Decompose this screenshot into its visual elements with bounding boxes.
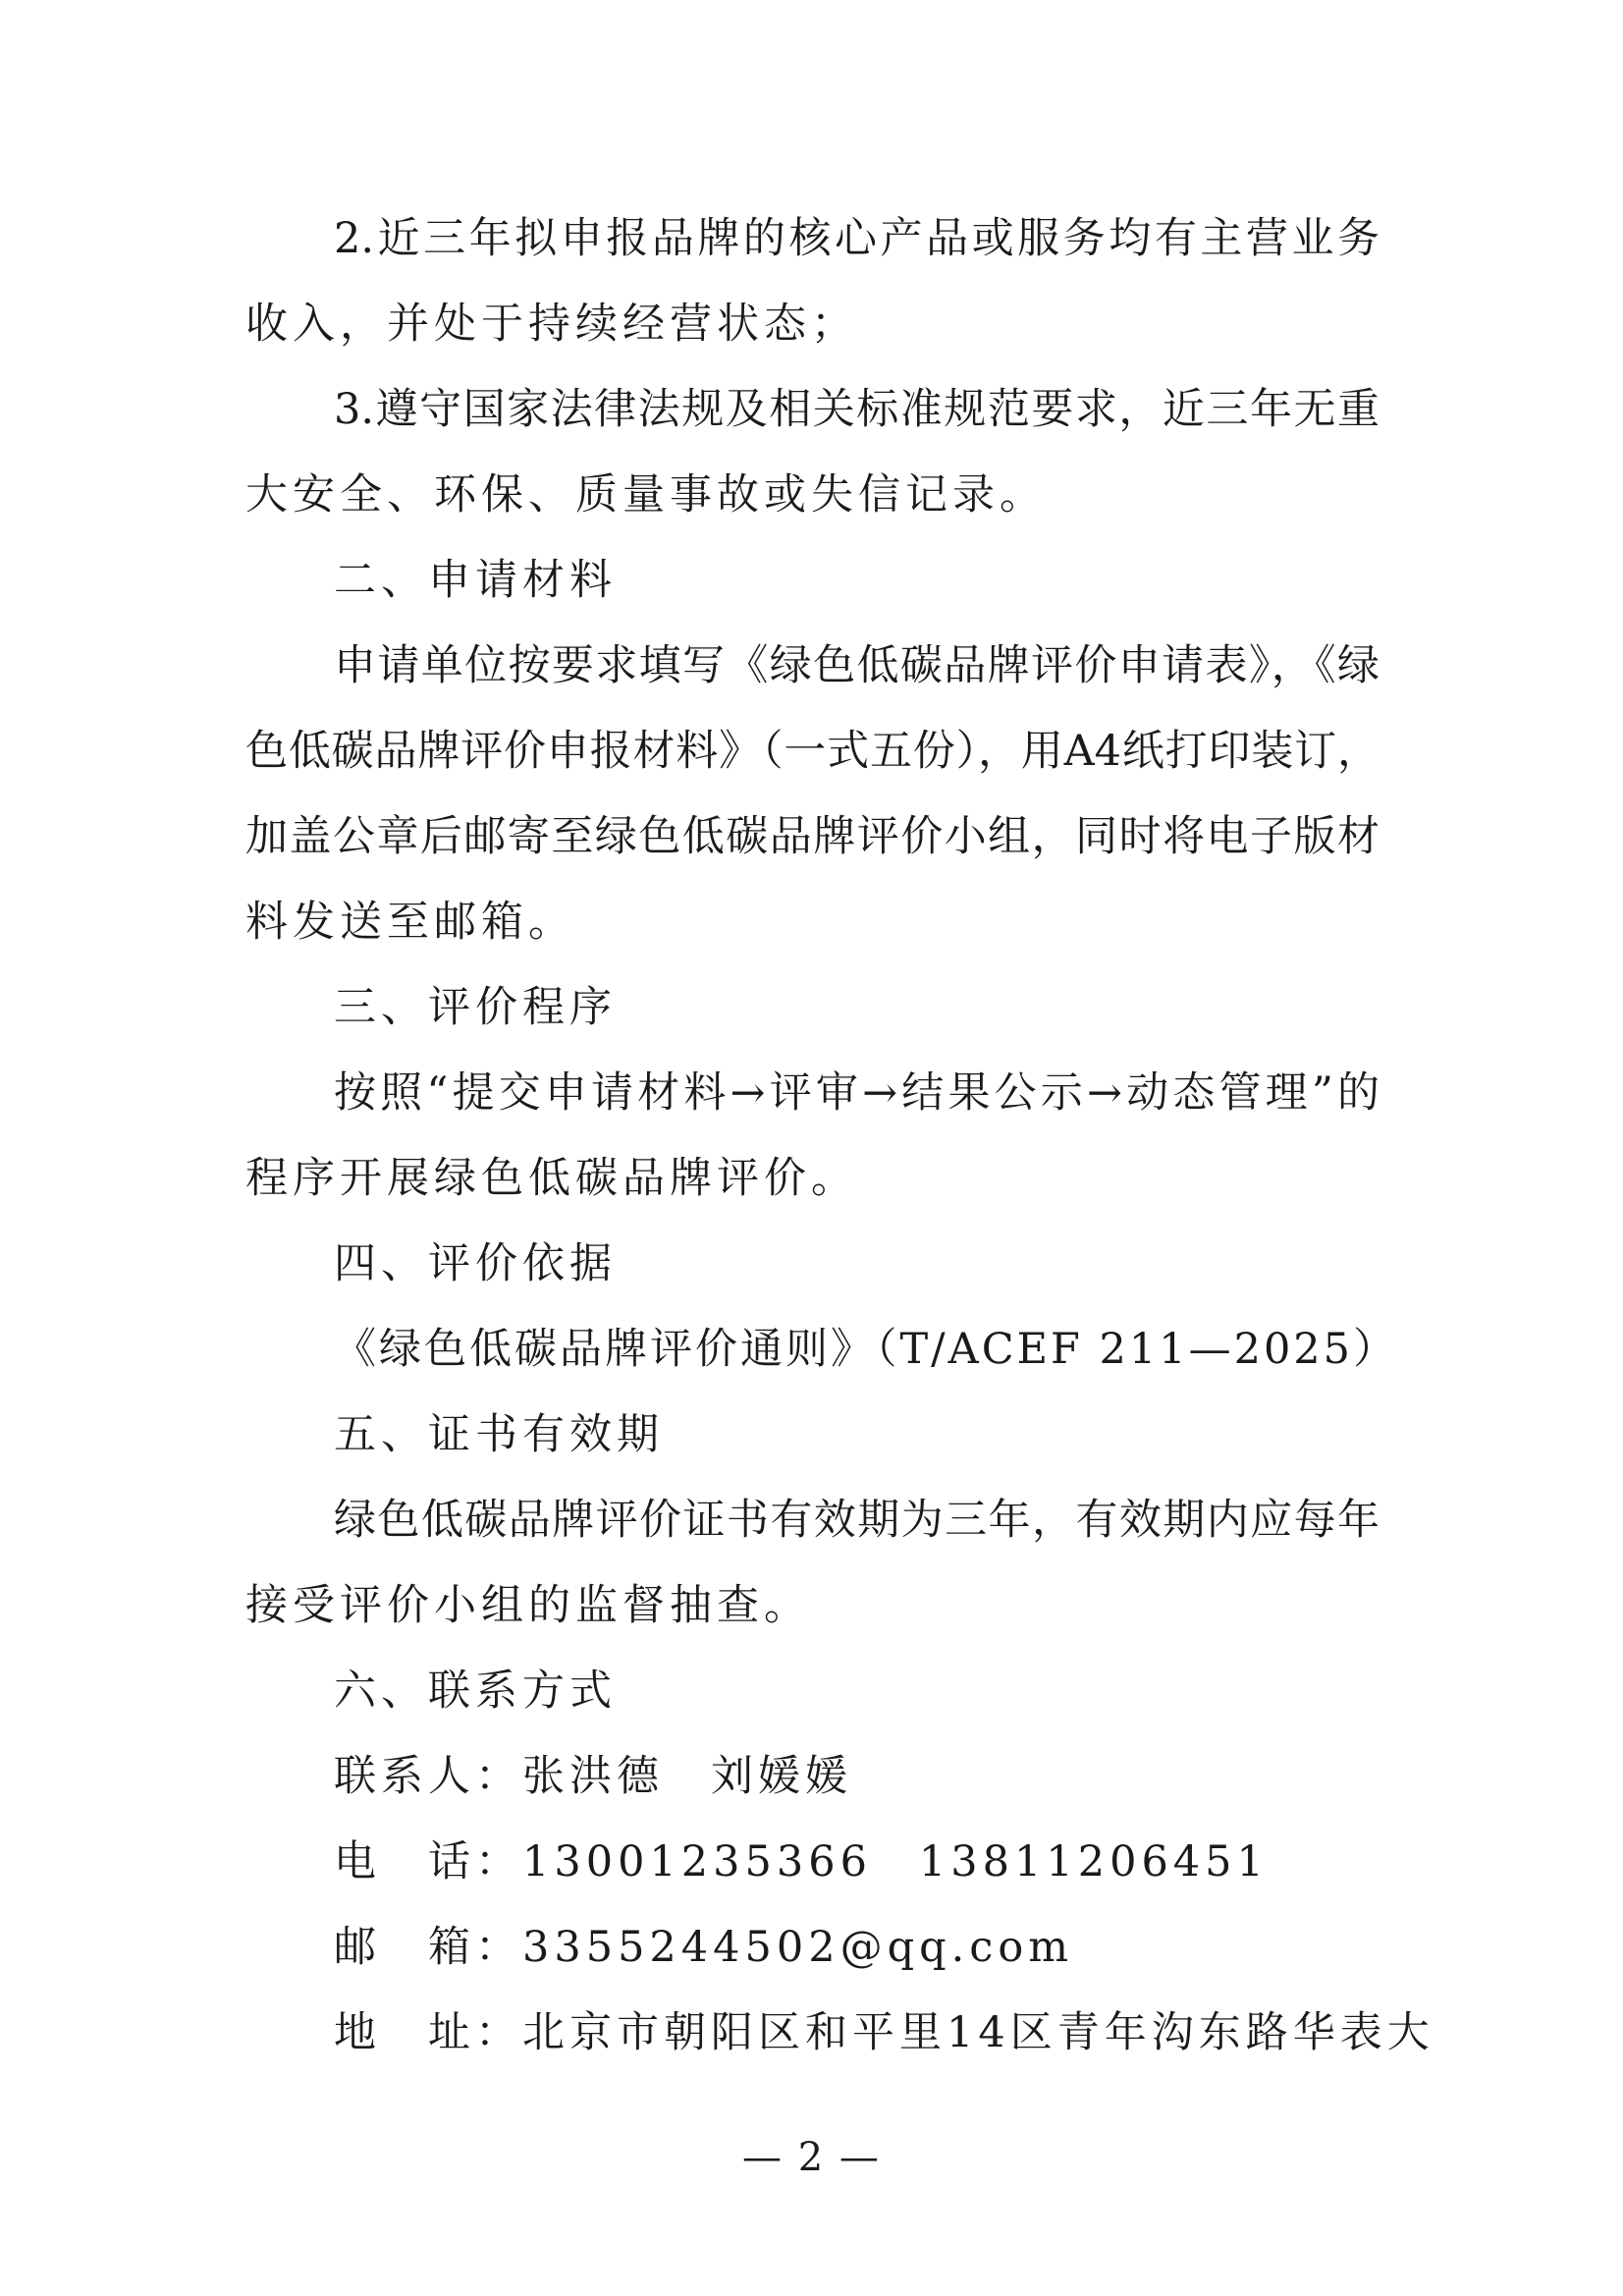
section-heading: 二、申请材料 — [334, 556, 617, 605]
paragraph-line: 程序开展绿色低碳品牌评价。 — [245, 1154, 858, 1203]
text-line: 申请单位按要求填写《绿色低碳品牌评价申请表》，《绿 — [334, 641, 1380, 690]
contact-email: 邮 箱：3355244502@qq.com — [334, 1923, 1074, 1972]
paragraph-line: 加盖公章后邮寄至绿色低碳品牌评价小组，同时将电子版材 — [245, 812, 1380, 861]
page-number: — 2 — — [742, 2135, 881, 2180]
section-heading: 三、评价程序 — [334, 983, 617, 1032]
paragraph-line: 接受评价小组的监督抽查。 — [245, 1581, 811, 1630]
section-heading: 五、证书有效期 — [334, 1410, 664, 1459]
paragraph-line: 收入，并处于持续经营状态； — [245, 300, 858, 349]
paragraph-line: 色低碳品牌评价申报材料》（一式五份），用A4纸打印装订， — [245, 727, 1380, 776]
text-line: 按照“提交申请材料→评审→结果公示→动态管理”的 — [334, 1068, 1380, 1118]
text-line: 2.近三年拟申报品牌的核心产品或服务均有主营业务 — [334, 214, 1380, 263]
contact-person: 联系人：张洪德 刘媛媛 — [334, 1752, 852, 1801]
contact-address: 地 址：北京市朝阳区和平里14区青年沟东路华表大 — [334, 2008, 1434, 2057]
paragraph-line: 大安全、环保、质量事故或失信记录。 — [245, 470, 1047, 519]
section-heading: 四、评价依据 — [334, 1239, 617, 1288]
paragraph-line: 料发送至邮箱。 — [245, 898, 575, 947]
section-heading: 六、联系方式 — [334, 1667, 617, 1716]
contact-phone: 电 话：13001235366 13811206451 — [334, 1837, 1269, 1886]
paragraph-line: 《绿色低碳品牌评价通则》（T/ACEF 211—2025） — [334, 1325, 1399, 1374]
text-line: 绿色低碳品牌评价证书有效期为三年，有效期内应每年 — [334, 1496, 1380, 1545]
text-line: 3.遵守国家法律法规及相关标准规范要求，近三年无重 — [334, 385, 1380, 434]
